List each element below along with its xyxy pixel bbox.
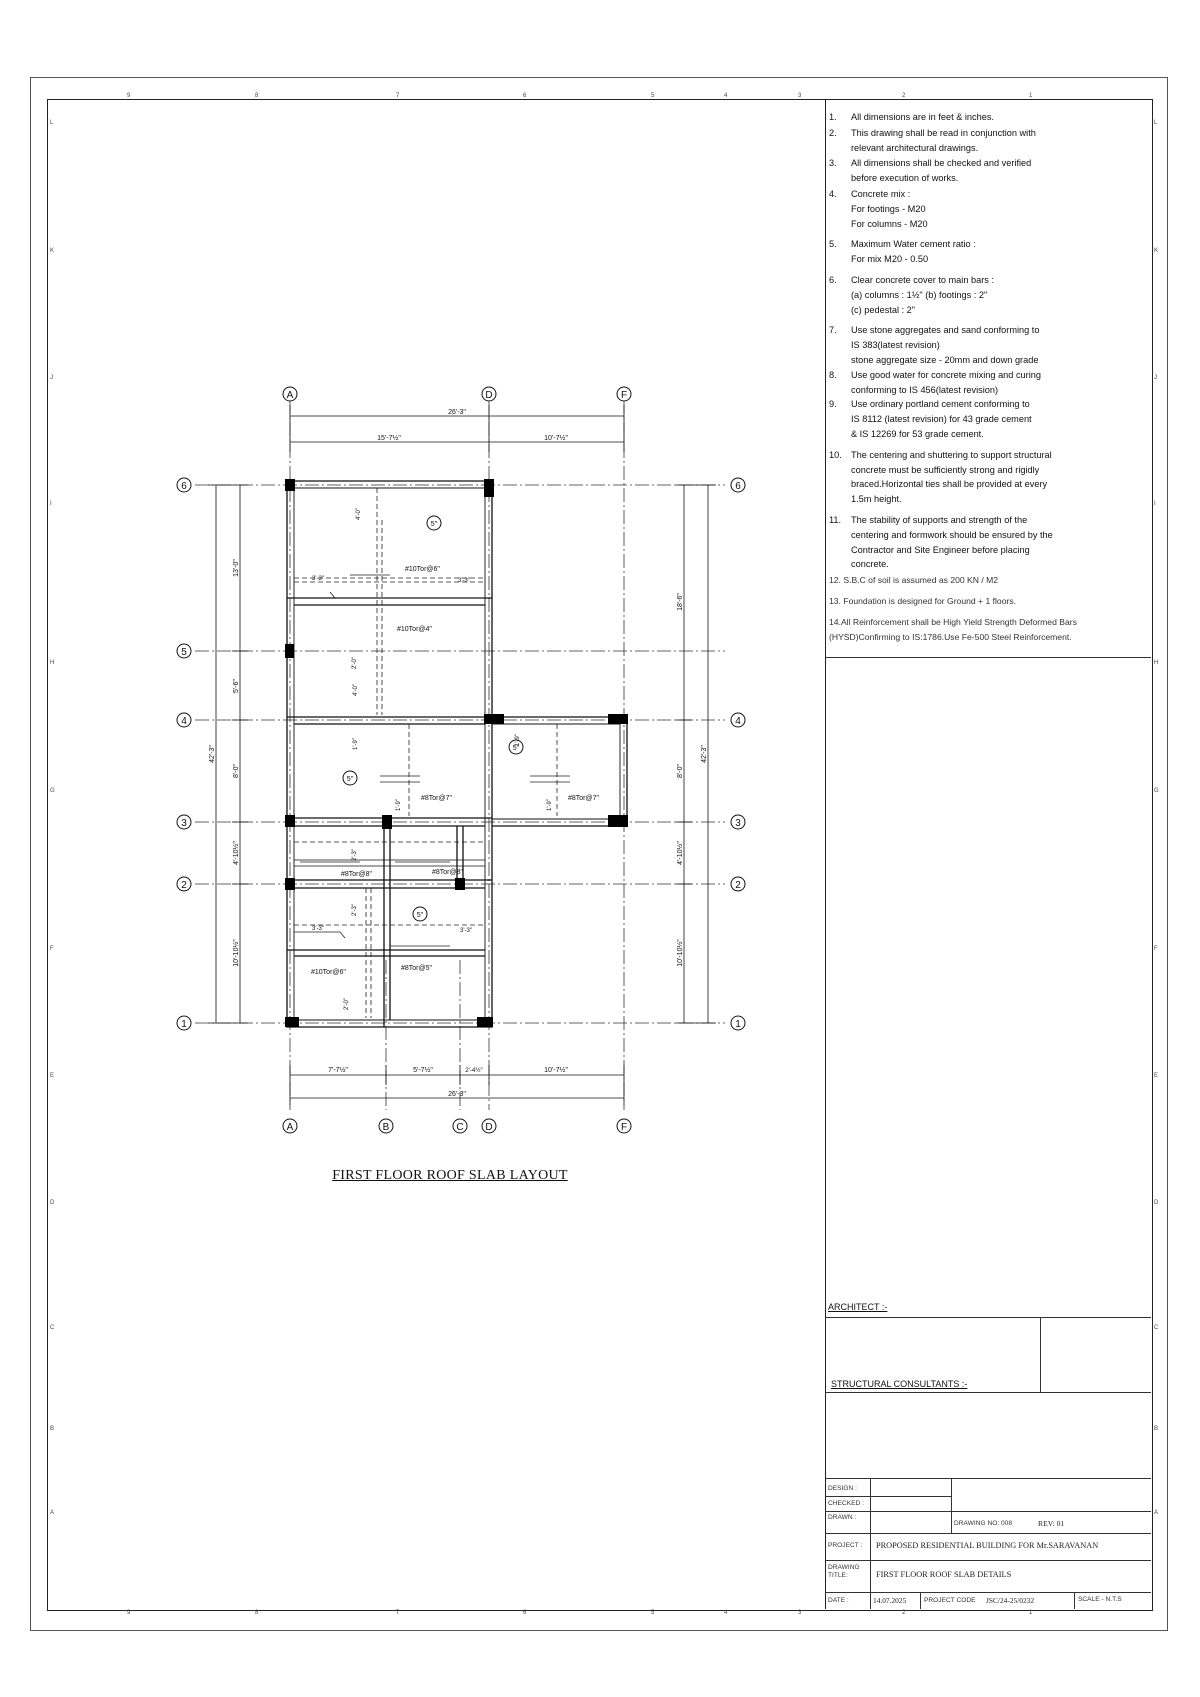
grid-bubble-c-bottom: [453, 1119, 467, 1133]
svg-text:2: 2: [735, 880, 741, 891]
ruler-col-7: 7: [396, 93, 400, 99]
note-5: 5. Maximum Water cement ratio : For mix M20 - 0.50: [829, 239, 976, 265]
grid-bubble-d-bottom: [482, 1119, 496, 1133]
svg-text:2'-3": 2'-3": [352, 849, 358, 861]
note-6: 6. Clear concrete cover to main bars : (a) columns : 1½" (b) footings : 2" (c) pedestal : 2": [829, 274, 994, 315]
note-13: 13. Foundation is designed for Ground + 1 floors.: [829, 595, 1017, 606]
checked-label: CHECKED :: [828, 1500, 864, 1507]
grid-bubble-1-right: [731, 1016, 745, 1030]
curtailment-dims: [312, 508, 553, 1010]
note-7: 7. Use stone aggregates and sand conforming to IS 383(latest revision) stone aggregate size - 20mm and down grade: [829, 325, 1040, 365]
ruler-col-8: 8: [255, 93, 259, 99]
note-2: 2. This drawing shall be read in conjunction with relevant architectural drawings.: [829, 127, 1036, 153]
slab-mark-middle: [343, 771, 357, 785]
note-3: 3. All dimensions shall be checked and verified before execution of works.: [829, 158, 1032, 184]
ruler-row-A: A: [50, 1510, 55, 1516]
svg-text:5": 5": [430, 521, 438, 528]
grid-bubble-6-right: [731, 478, 745, 492]
grid-bubble-f-bottom: [617, 1119, 631, 1133]
ruler-row-L: L: [50, 120, 54, 126]
svg-text:4'-0": 4'-0": [356, 508, 362, 520]
ruler-row-C: C: [50, 1325, 55, 1331]
ruler-col-1-bottom: 1: [1029, 1610, 1033, 1616]
rebar-mid-right: #8Tor@7": [568, 795, 599, 802]
note-11: 11. The stability of supports and strength of the centering and formwork should be ensured by the Contractor and Site Engineer before placing concrete.: [829, 514, 1053, 570]
ruler-row-H: H: [50, 660, 55, 666]
note-4: 4. Concrete mix : For footings - M20 For columns - M20: [829, 188, 928, 229]
svg-text:1: 1: [735, 1019, 741, 1030]
ruler-col-2: 2: [902, 93, 906, 99]
dim-bottom-overall: 26'-3": [448, 1091, 466, 1098]
rebar-bottom-right: #8Tor@5": [401, 965, 432, 972]
dim-left-6-5: 13'-0": [233, 559, 240, 577]
note-8: 8. Use good water for concrete mixing and curing conforming to IS 456(latest revision): [829, 369, 1041, 395]
rebar-lobby-right: #8Tor@8": [432, 869, 463, 876]
rebar-top-mid-2: #10Tor@4": [397, 626, 432, 633]
svg-text:3'-3": 3'-3": [312, 576, 324, 582]
ruler-col-9-bottom: 9: [127, 1610, 131, 1616]
ruler-row-I-right: I: [1154, 501, 1156, 507]
dimension-texts: [209, 409, 708, 1098]
svg-text:C: C: [456, 1122, 464, 1133]
dim-bottom-ab: 7'-7½": [328, 1067, 348, 1074]
note-14: 14.All Reinforcement shall be High Yield Strength Deformed Bars (HYSD)Confirming to IS:1786.Use Fe-500 Steel Reinforcement.: [829, 616, 1077, 642]
svg-text:2: 2: [181, 880, 187, 891]
ruler-row-B-right: B: [1154, 1426, 1159, 1432]
ruler-row-G: G: [50, 788, 55, 794]
ruler-row-K: K: [50, 248, 55, 254]
ruler-row-K-right: K: [1154, 248, 1159, 254]
grid-bubble-b-bottom: [379, 1119, 393, 1133]
ruler-row-G-right: G: [1154, 788, 1159, 794]
grid-bubble-4-left: [177, 713, 191, 727]
structural-consultants-heading: STRUCTURAL CONSULTANTS :-: [831, 1379, 968, 1389]
grid-bubble-3-right: [731, 815, 745, 829]
dim-bottom-bc: 5'-7½": [413, 1067, 433, 1074]
project-code-label: PROJECT CODE: [924, 1597, 976, 1604]
ruler-col-4: 4: [724, 93, 728, 99]
svg-text:3'-3": 3'-3": [312, 926, 324, 932]
svg-text:2'-0": 2'-0": [344, 998, 350, 1010]
ruler-col-4-bottom: 4: [724, 1610, 728, 1616]
date-value: 14.07.2025: [873, 1596, 907, 1605]
grid-bubble-5-left: [177, 644, 191, 658]
rebar-lobby-left: #8Tor@8": [341, 871, 372, 878]
svg-text:5": 5": [416, 912, 424, 919]
svg-text:5: 5: [181, 647, 187, 658]
grid-bubble-d-top: [482, 387, 496, 401]
dim-right-4-3: 8'-0": [677, 764, 684, 778]
svg-text:1: 1: [181, 1019, 187, 1030]
ruler-col-7-bottom: 7: [396, 1610, 400, 1616]
grid-lines: [195, 400, 725, 1110]
date-label: DATE :: [828, 1597, 849, 1604]
ruler-col-2-bottom: 2: [902, 1610, 906, 1616]
svg-text:D: D: [485, 1122, 493, 1133]
ruler-row-B: B: [50, 1426, 55, 1432]
ruler-row-H-right: H: [1154, 660, 1159, 666]
ruler-col-5: 5: [651, 93, 655, 99]
scale-label: SCALE - N.T.S: [1078, 1596, 1122, 1603]
note-9: 9. Use ordinary portland cement conforming to IS 8112 (latest revision) for 43 grade cement & IS 12269 for 53 grade cement.: [829, 399, 1032, 439]
rebar-solid: [294, 575, 570, 946]
svg-text:5": 5": [346, 776, 354, 783]
dim-top-right: 10'-7½": [544, 435, 568, 442]
columns: [285, 479, 628, 1027]
revision-number: REV: 01: [1038, 1519, 1065, 1528]
dim-right-overall: 42'-3": [701, 745, 708, 763]
drawing-title-value: FIRST FLOOR ROOF SLAB DETAILS: [876, 1570, 1012, 1579]
svg-text:3: 3: [735, 818, 741, 829]
ruler-col-1: 1: [1029, 93, 1033, 99]
design-label: DESIGN :: [828, 1485, 857, 1492]
note-12: 12. S.B.C of soil is assumed as 200 KN / M2: [829, 575, 999, 586]
beam-outlines: [287, 481, 627, 1027]
grid-bubble-3-left: [177, 815, 191, 829]
grid-bubble-a-bottom: [283, 1119, 297, 1133]
svg-text:1'-9": 1'-9": [515, 734, 521, 746]
svg-text:6: 6: [735, 481, 741, 492]
note-1: 1. All dimensions are in feet & inches.: [829, 112, 994, 122]
ruler-row-E: E: [50, 1073, 55, 1079]
ruler-col-3-bottom: 3: [798, 1610, 802, 1616]
svg-text:4: 4: [181, 716, 187, 727]
grid-bubble-1-left: [177, 1016, 191, 1030]
drawing-number: DRAWING NO: 008: [954, 1520, 1013, 1527]
ruler-col-6: 6: [523, 93, 527, 99]
grid-bubbles: [177, 387, 745, 1133]
dim-right-3-2: 4'-10½": [677, 841, 684, 865]
note-10: 10. The centering and shuttering to support structural concrete must be sufficiently strong and rigidly braced.Horizontal ties shall be provided at every 1.5m height.: [829, 449, 1052, 505]
svg-text:1'-9": 1'-9": [547, 799, 553, 811]
project-label: PROJECT :: [828, 1542, 863, 1549]
drawing-title-label: DRAWING TITLE:: [828, 1564, 860, 1579]
slab-mark-bottom: [413, 907, 427, 921]
svg-text:A: A: [286, 390, 294, 401]
svg-text:A: A: [286, 1122, 294, 1133]
ruler-col-8-bottom: 8: [255, 1610, 259, 1616]
dim-top-overall: 26'-3": [448, 409, 466, 416]
dim-right-6-4: 18'-6": [677, 593, 684, 611]
drawn-label: DRAWN :: [828, 1514, 857, 1521]
dim-top-left: 15'-7½": [377, 435, 401, 442]
svg-text:F: F: [620, 1122, 628, 1133]
ruler-row-D: D: [50, 1200, 55, 1206]
grid-bubble-4-right: [731, 713, 745, 727]
project-value: PROPOSED RESIDENTIAL BUILDING FOR Mr.SARAVANAN: [876, 1541, 1099, 1550]
ruler-row-J-right: J: [1154, 375, 1157, 381]
ruler-row-F-right: F: [1154, 946, 1158, 952]
grid-bubble-a-top: [283, 387, 297, 401]
rebar-bottom-left: #10Tor@6": [311, 969, 346, 976]
dim-left-2-1: 10'-10½": [233, 939, 240, 967]
svg-text:4'-0": 4'-0": [353, 684, 359, 696]
ruler-row-I: I: [50, 501, 52, 507]
ruler-col-6-bottom: 6: [523, 1610, 527, 1616]
ruler-row-F: F: [50, 946, 54, 952]
ruler-col-3: 3: [798, 93, 802, 99]
rebar-mid-left: #8Tor@7": [421, 795, 452, 802]
svg-text:2'-0": 2'-0": [352, 657, 358, 669]
svg-text:6: 6: [181, 481, 187, 492]
dim-left-4-3: 8'-0": [233, 764, 240, 778]
dim-left-overall: 42'-3": [209, 745, 216, 763]
ruler-row-J: J: [50, 375, 53, 381]
svg-text:3'-3": 3'-3": [458, 578, 470, 584]
architect-heading: ARCHITECT :-: [828, 1302, 888, 1312]
dim-bottom-df: 10'-7½": [544, 1067, 568, 1074]
ruler-row-D-right: D: [1154, 1200, 1159, 1206]
svg-text:5": 5": [512, 745, 520, 752]
svg-text:3'-3": 3'-3": [460, 928, 472, 934]
ruler-row-E-right: E: [1154, 1073, 1159, 1079]
svg-text:1'-9": 1'-9": [353, 738, 359, 750]
dim-bottom-cd: 2'-4½": [465, 1067, 483, 1074]
dim-left-5-4: 5'-6": [233, 679, 240, 693]
svg-text:4: 4: [735, 716, 741, 727]
ruler-col-9: 9: [127, 93, 131, 99]
svg-text:2'-3": 2'-3": [352, 904, 358, 916]
grid-bubble-6-left: [177, 478, 191, 492]
svg-text:F: F: [620, 390, 628, 401]
slab-mark-top: [427, 516, 441, 530]
ruler-row-C-right: C: [1154, 1325, 1159, 1331]
grid-bubble-2-right: [731, 877, 745, 891]
svg-text:B: B: [382, 1122, 390, 1133]
svg-text:3: 3: [181, 818, 187, 829]
dim-right-2-1: 10'-10½": [677, 939, 684, 967]
grid-bubble-2-left: [177, 877, 191, 891]
ruler-row-L-right: L: [1154, 120, 1158, 126]
svg-text:D: D: [485, 390, 493, 401]
rebar-top-mid: #10Tor@6": [405, 566, 440, 573]
project-code-value: JSC/24-25/0232: [986, 1596, 1035, 1605]
dim-left-3-2: 4'-10½": [233, 841, 240, 865]
ruler-row-A-right: A: [1154, 1510, 1159, 1516]
ruler-col-5-bottom: 5: [651, 1610, 655, 1616]
grid-bubble-f-top: [617, 387, 631, 401]
layout-title: FIRST FLOOR ROOF SLAB LAYOUT: [332, 1168, 568, 1183]
svg-text:1'-9": 1'-9": [396, 799, 402, 811]
